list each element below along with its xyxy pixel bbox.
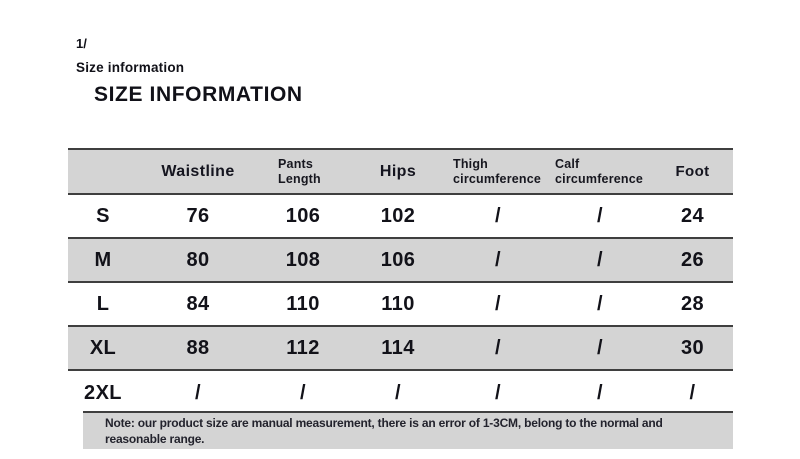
waistline-cell: 88 bbox=[186, 336, 210, 359]
table-row-m bbox=[68, 239, 733, 283]
hips-cell: 110 bbox=[381, 292, 415, 315]
table-row-2xl bbox=[68, 371, 733, 415]
measurement-note-text: Note: our product size are manual measurement, there is an error of 1-3CM, belong to the normal and reasonable range. bbox=[105, 416, 663, 446]
table-row-l bbox=[68, 283, 733, 327]
section-label: Size information bbox=[76, 60, 185, 75]
thigh-cell: / bbox=[495, 204, 501, 227]
calf-cell: / bbox=[597, 204, 603, 227]
calf-cell: / bbox=[597, 381, 603, 404]
pants-length-cell: 108 bbox=[285, 248, 321, 271]
pants-length-cell: 112 bbox=[286, 336, 320, 359]
header-waistline-label: Waistline bbox=[161, 162, 235, 180]
hips-cell: 114 bbox=[381, 336, 415, 359]
size-table bbox=[68, 148, 733, 415]
pants-length-cell: 106 bbox=[285, 204, 321, 227]
calf-cell: / bbox=[597, 292, 603, 315]
size-cell: M bbox=[94, 248, 112, 271]
waistline-cell: 80 bbox=[186, 248, 210, 271]
hips-cell: / bbox=[395, 381, 401, 404]
table-header-row bbox=[68, 150, 733, 195]
page-title: SIZE INFORMATION bbox=[94, 83, 303, 106]
calf-cell: / bbox=[597, 336, 603, 359]
header-thigh-label: Thigh circumference bbox=[453, 157, 542, 186]
foot-cell: 26 bbox=[680, 248, 705, 271]
foot-cell: 28 bbox=[680, 292, 705, 315]
foot-cell: / bbox=[689, 381, 696, 404]
calf-cell: / bbox=[597, 248, 603, 271]
header-pants-length-cell bbox=[258, 157, 348, 186]
pants-length-cell: 110 bbox=[286, 292, 320, 315]
thigh-cell: / bbox=[495, 248, 501, 271]
waistline-cell: / bbox=[195, 381, 201, 404]
page-indicator: 1/ bbox=[76, 36, 87, 51]
header-waistline-cell bbox=[138, 163, 258, 181]
header-pants-length-label: Pants Length bbox=[278, 157, 321, 186]
waistline-cell: 76 bbox=[186, 204, 210, 227]
size-cell: S bbox=[96, 204, 110, 227]
table-row-s bbox=[68, 195, 733, 239]
size-cell: 2XL bbox=[84, 381, 122, 404]
size-cell: XL bbox=[89, 336, 117, 359]
foot-cell: 24 bbox=[680, 204, 705, 227]
thigh-cell: / bbox=[495, 292, 501, 315]
header-foot-cell bbox=[652, 163, 733, 180]
header-calf-label: Calf circumference bbox=[555, 157, 644, 186]
header-calf-cell bbox=[548, 157, 652, 186]
header-foot-label: Foot bbox=[675, 163, 710, 180]
foot-cell: 30 bbox=[680, 336, 705, 359]
measurement-note-band bbox=[83, 411, 733, 449]
header-hips-label: Hips bbox=[379, 162, 417, 180]
size-cell: L bbox=[96, 292, 110, 315]
table-row-xl bbox=[68, 327, 733, 371]
hips-cell: 102 bbox=[380, 204, 416, 227]
header-thigh-cell bbox=[448, 157, 548, 186]
header-hips-cell bbox=[348, 163, 448, 181]
pants-length-cell: / bbox=[300, 381, 306, 404]
waistline-cell: 84 bbox=[186, 292, 210, 315]
thigh-cell: / bbox=[495, 381, 501, 404]
page-header bbox=[76, 36, 303, 107]
hips-cell: 106 bbox=[380, 248, 416, 271]
thigh-cell: / bbox=[495, 336, 501, 359]
